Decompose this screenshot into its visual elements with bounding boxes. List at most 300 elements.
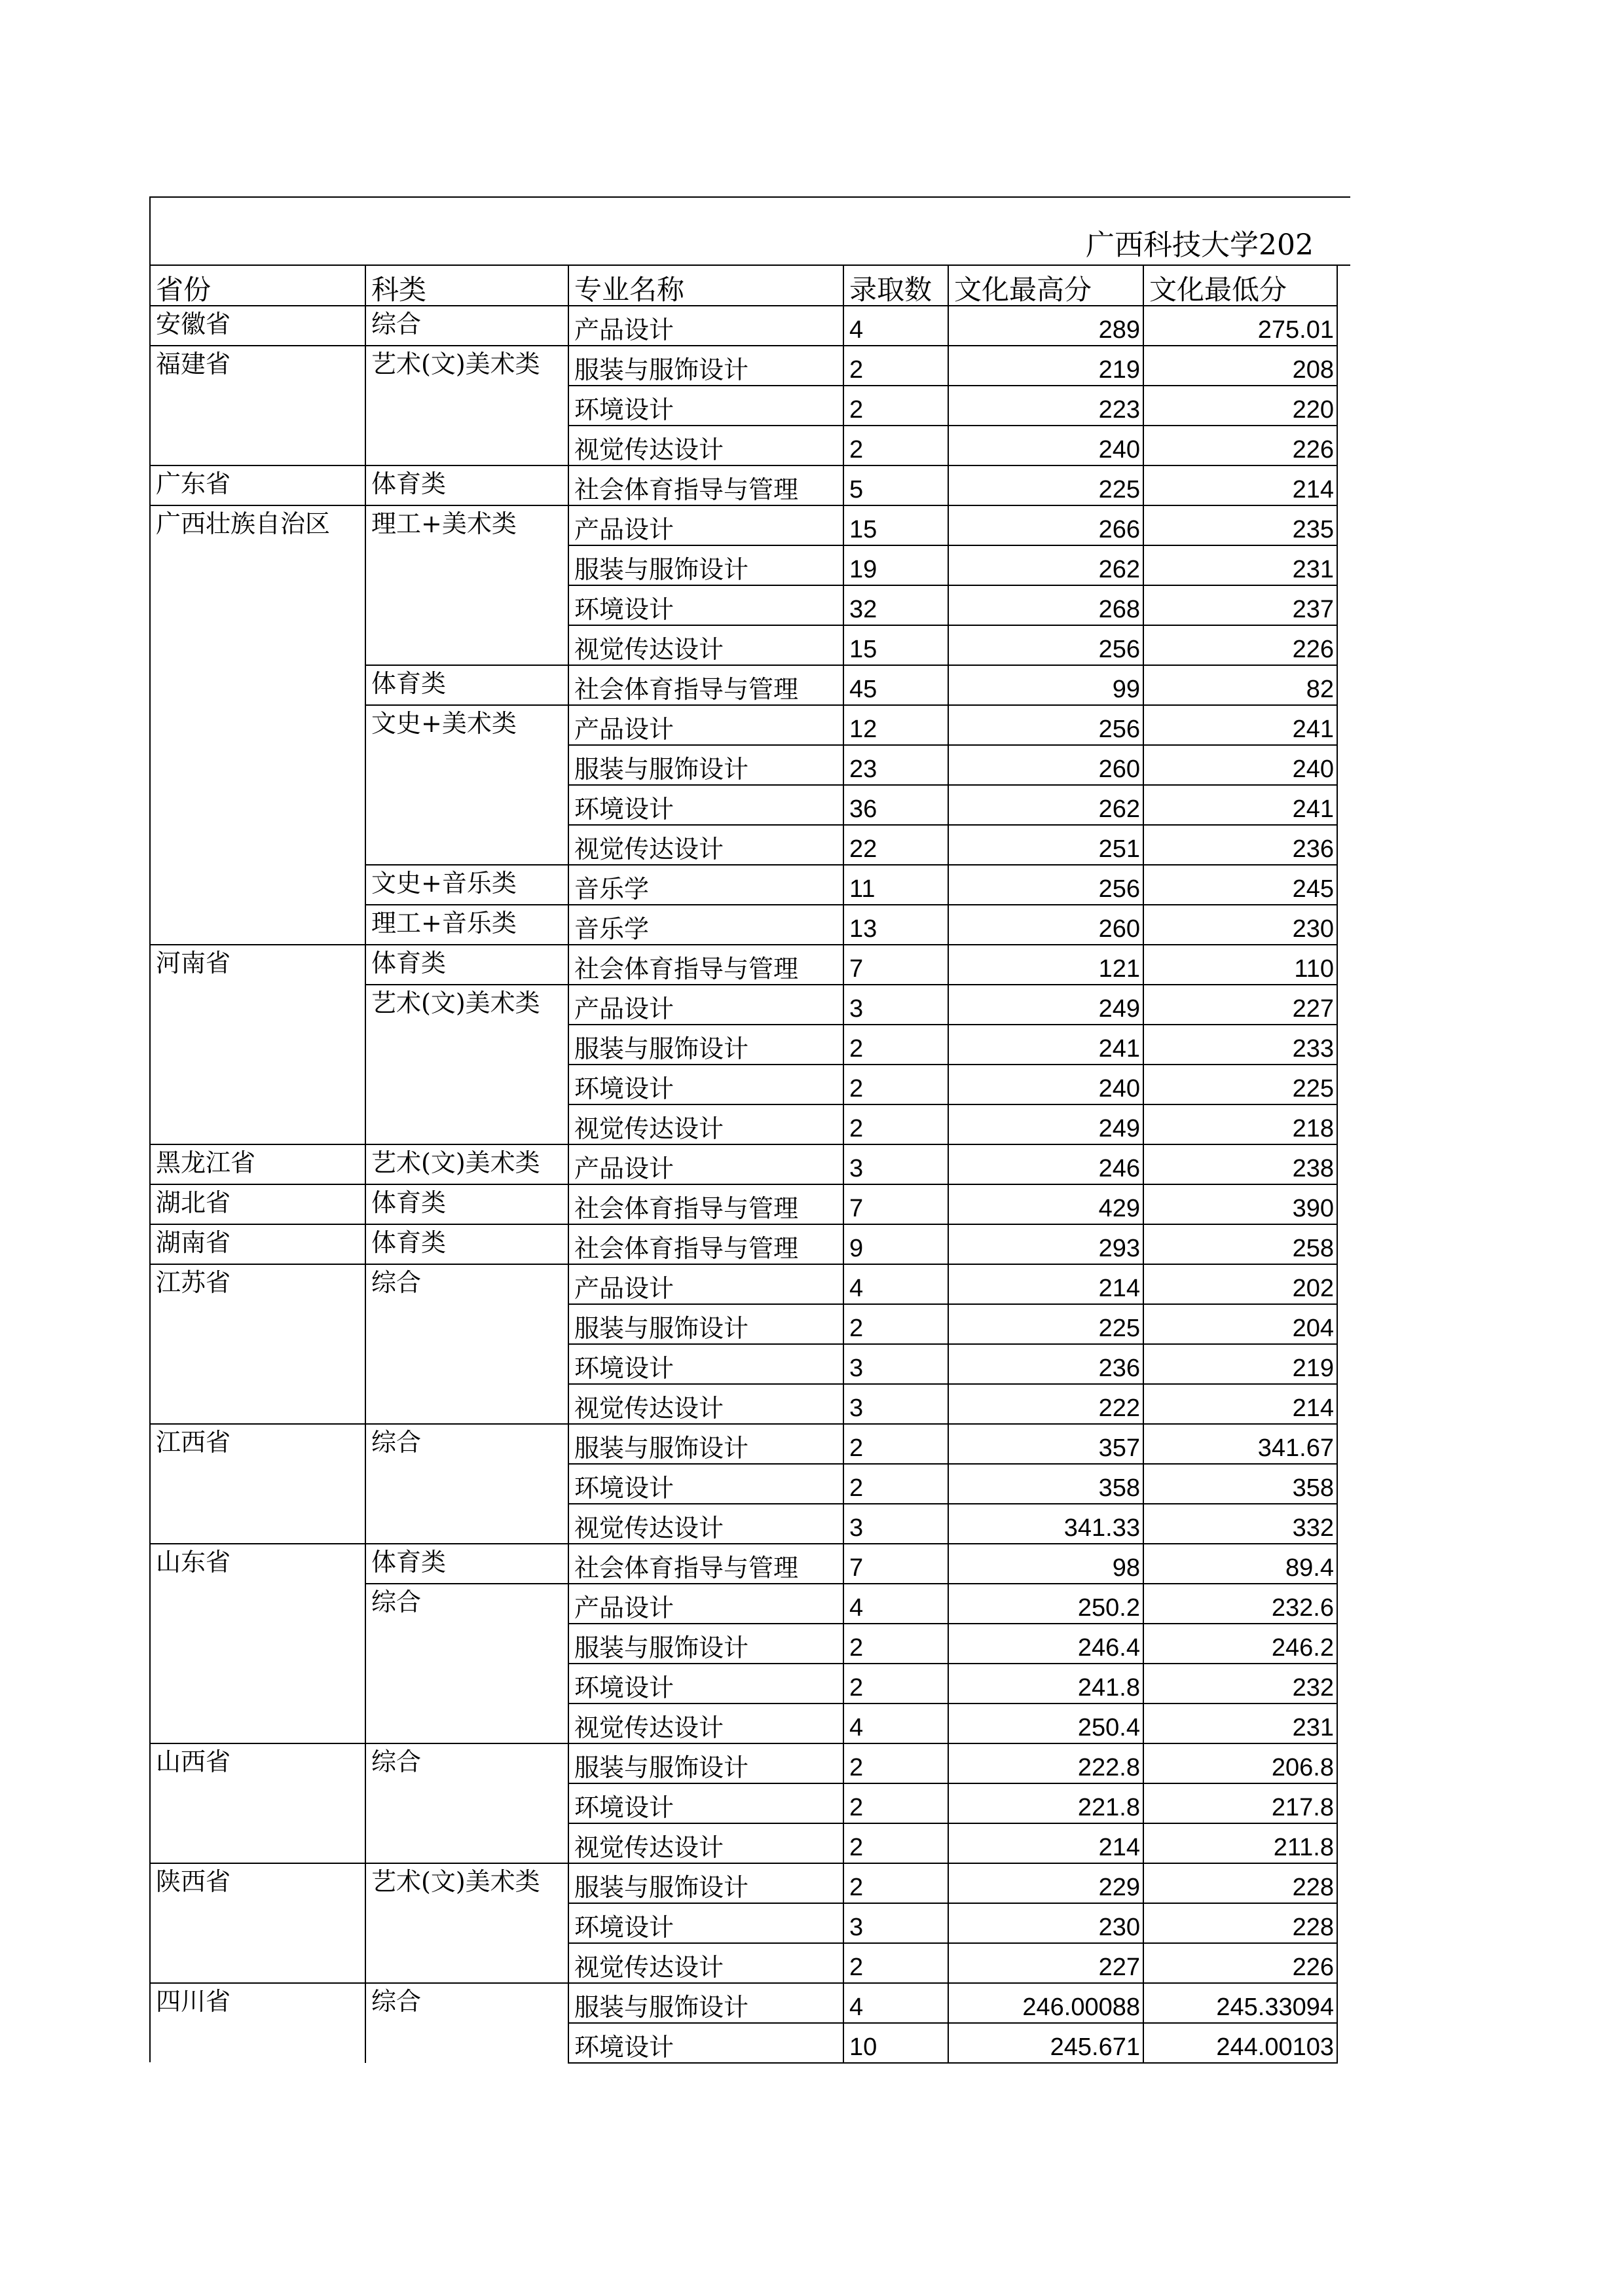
- cell-category: [365, 1464, 568, 1504]
- cell-min-score: 214: [1143, 465, 1337, 505]
- cell-enrolled: 2: [843, 1743, 948, 1783]
- table-row: [151, 1704, 1337, 1743]
- cell-province: [151, 1823, 365, 1863]
- table-row: [151, 1624, 1337, 1664]
- cell-province: [151, 745, 365, 785]
- table-row: [151, 426, 1337, 465]
- cell-min-score: 390: [1143, 1184, 1337, 1224]
- cell-max-score: 214: [948, 1264, 1143, 1304]
- cell-enrolled: 2: [843, 426, 948, 465]
- cell-major: 社会体育指导与管理: [568, 945, 843, 985]
- table-row: [151, 1304, 1337, 1344]
- cell-min-score: 232: [1143, 1664, 1337, 1704]
- cell-min-score: 110: [1143, 945, 1337, 985]
- table-row: [151, 985, 1337, 1025]
- table-row: [151, 2023, 1337, 2063]
- cell-max-score: 249: [948, 985, 1143, 1025]
- cell-major: 产品设计: [568, 1584, 843, 1624]
- cell-major: 视觉传达设计: [568, 1504, 843, 1544]
- cell-province: 河南省: [151, 945, 365, 985]
- cell-max-score: 240: [948, 1065, 1143, 1104]
- cell-min-score: 358: [1143, 1464, 1337, 1504]
- cell-max-score: 225: [948, 465, 1143, 505]
- table-row: [151, 905, 1337, 945]
- cell-category: 综合: [365, 306, 568, 346]
- cell-major: 社会体育指导与管理: [568, 465, 843, 505]
- cell-category: [365, 625, 568, 665]
- cell-province: [151, 1464, 365, 1504]
- cell-enrolled: 7: [843, 1544, 948, 1584]
- cell-category: [365, 1823, 568, 1863]
- table-row: [151, 745, 1337, 785]
- cell-major: 音乐学: [568, 905, 843, 945]
- cell-max-score: 219: [948, 346, 1143, 386]
- cell-enrolled: 23: [843, 745, 948, 785]
- cell-min-score: 236: [1143, 825, 1337, 865]
- cell-category: [365, 785, 568, 825]
- cell-min-score: 227: [1143, 985, 1337, 1025]
- cell-min-score: 246.2: [1143, 1624, 1337, 1664]
- header-row: [151, 266, 1337, 306]
- table-row: [151, 1224, 1337, 1264]
- cell-min-score: 220: [1143, 386, 1337, 426]
- table-row: [151, 1144, 1337, 1184]
- cell-enrolled: 2: [843, 386, 948, 426]
- cell-max-score: 221.8: [948, 1783, 1143, 1823]
- cell-max-score: 223: [948, 386, 1143, 426]
- cell-category: 艺术(文)美术类: [365, 1863, 568, 1903]
- cell-major: 环境设计: [568, 1664, 843, 1704]
- table-row: [151, 1184, 1337, 1224]
- cell-category: [365, 1624, 568, 1664]
- cell-min-score: 258: [1143, 1224, 1337, 1264]
- cell-category: [365, 1504, 568, 1544]
- cell-max-score: 251: [948, 825, 1143, 865]
- cell-max-score: 262: [948, 785, 1143, 825]
- cell-category: [365, 825, 568, 865]
- cell-major: 服装与服饰设计: [568, 745, 843, 785]
- cell-enrolled: 19: [843, 545, 948, 585]
- cell-category: 艺术(文)美术类: [365, 985, 568, 1025]
- cell-major: 环境设计: [568, 2023, 843, 2063]
- table-row: [151, 306, 1337, 346]
- cell-category: 综合: [365, 1743, 568, 1783]
- cell-major: 环境设计: [568, 785, 843, 825]
- cell-enrolled: 3: [843, 1504, 948, 1544]
- cell-province: 湖南省: [151, 1224, 365, 1264]
- cell-category: [365, 1903, 568, 1943]
- cell-category: [365, 1704, 568, 1743]
- cell-max-score: 268: [948, 585, 1143, 625]
- cell-province: [151, 1344, 365, 1384]
- cell-major: 视觉传达设计: [568, 825, 843, 865]
- cell-enrolled: 2: [843, 346, 948, 386]
- cell-category: 体育类: [365, 1224, 568, 1264]
- cell-category: 综合: [365, 1264, 568, 1304]
- cell-min-score: 226: [1143, 1943, 1337, 1983]
- cell-enrolled: 3: [843, 985, 948, 1025]
- cell-max-score: 121: [948, 945, 1143, 985]
- header-enrolled: 录取数: [843, 266, 948, 306]
- cell-max-score: 256: [948, 625, 1143, 665]
- cell-min-score: 241: [1143, 785, 1337, 825]
- cell-enrolled: 3: [843, 1903, 948, 1943]
- cell-major: 产品设计: [568, 1264, 843, 1304]
- cell-province: [151, 1104, 365, 1144]
- cell-province: [151, 785, 365, 825]
- cell-enrolled: 36: [843, 785, 948, 825]
- table-row: [151, 1344, 1337, 1384]
- cell-province: 广西壮族自治区: [151, 505, 365, 545]
- cell-province: 湖北省: [151, 1184, 365, 1224]
- cell-category: 综合: [365, 1584, 568, 1624]
- cell-max-score: 429: [948, 1184, 1143, 1224]
- cell-major: 视觉传达设计: [568, 1384, 843, 1424]
- cell-province: [151, 1783, 365, 1823]
- cell-max-score: 230: [948, 1903, 1143, 1943]
- cell-min-score: 228: [1143, 1863, 1337, 1903]
- table-row: [151, 705, 1337, 745]
- cell-min-score: 245.33094: [1143, 1983, 1337, 2023]
- cell-enrolled: 4: [843, 306, 948, 346]
- cell-min-score: 231: [1143, 545, 1337, 585]
- cell-province: [151, 1664, 365, 1704]
- cell-min-score: 82: [1143, 665, 1337, 705]
- table-row: [151, 1823, 1337, 1863]
- cell-major: 视觉传达设计: [568, 1823, 843, 1863]
- cell-province: [151, 1704, 365, 1743]
- cell-enrolled: 7: [843, 945, 948, 985]
- cell-enrolled: 2: [843, 1783, 948, 1823]
- cell-province: 安徽省: [151, 306, 365, 346]
- cell-province: [151, 1065, 365, 1104]
- cell-max-score: 266: [948, 505, 1143, 545]
- cell-min-score: 211.8: [1143, 1823, 1337, 1863]
- cell-max-score: 256: [948, 705, 1143, 745]
- cell-category: 综合: [365, 1424, 568, 1464]
- cell-major: 服装与服饰设计: [568, 1743, 843, 1783]
- cell-province: [151, 825, 365, 865]
- header-category: 科类: [365, 266, 568, 306]
- cell-province: [151, 2023, 365, 2063]
- cell-min-score: 204: [1143, 1304, 1337, 1344]
- cell-province: [151, 705, 365, 745]
- cell-category: [365, 386, 568, 426]
- cell-max-score: 246.4: [948, 1624, 1143, 1664]
- cell-province: [151, 1384, 365, 1424]
- cell-major: 服装与服饰设计: [568, 1863, 843, 1903]
- table-row: [151, 1504, 1337, 1544]
- cell-category: [365, 426, 568, 465]
- cell-max-score: 260: [948, 745, 1143, 785]
- cell-min-score: 241: [1143, 705, 1337, 745]
- table-row: [151, 1025, 1337, 1065]
- cell-min-score: 230: [1143, 905, 1337, 945]
- cell-max-score: 250.2: [948, 1584, 1143, 1624]
- header-min-score: 文化最低分: [1143, 266, 1337, 306]
- cell-province: 四川省: [151, 1983, 365, 2023]
- table-row: [151, 1863, 1337, 1903]
- cell-min-score: 228: [1143, 1903, 1337, 1943]
- cell-province: 黑龙江省: [151, 1144, 365, 1184]
- cell-enrolled: 4: [843, 1704, 948, 1743]
- cell-max-score: 245.671: [948, 2023, 1143, 2063]
- cell-enrolled: 10: [843, 2023, 948, 2063]
- cell-category: [365, 745, 568, 785]
- table-row: [151, 465, 1337, 505]
- cell-province: [151, 665, 365, 705]
- header-max-score: 文化最高分: [948, 266, 1143, 306]
- table-row: [151, 386, 1337, 426]
- table-row: [151, 1783, 1337, 1823]
- cell-enrolled: 2: [843, 1025, 948, 1065]
- cell-enrolled: 2: [843, 1304, 948, 1344]
- cell-major: 服装与服饰设计: [568, 1304, 843, 1344]
- cell-max-score: 222: [948, 1384, 1143, 1424]
- cell-major: 产品设计: [568, 985, 843, 1025]
- cell-category: [365, 2023, 568, 2063]
- table-row: [151, 1983, 1337, 2023]
- cell-enrolled: 2: [843, 1664, 948, 1704]
- cell-max-score: 225: [948, 1304, 1143, 1344]
- cell-major: 产品设计: [568, 705, 843, 745]
- cell-category: 文史+音乐类: [365, 865, 568, 905]
- cell-major: 服装与服饰设计: [568, 1424, 843, 1464]
- cell-major: 环境设计: [568, 1783, 843, 1823]
- table-row: [151, 1065, 1337, 1104]
- cell-category: 艺术(文)美术类: [365, 346, 568, 386]
- cell-major: 视觉传达设计: [568, 1704, 843, 1743]
- table-row: [151, 1743, 1337, 1783]
- cell-max-score: 229: [948, 1863, 1143, 1903]
- table-row: [151, 1424, 1337, 1464]
- cell-major: 环境设计: [568, 1065, 843, 1104]
- cell-province: [151, 1903, 365, 1943]
- cell-province: [151, 426, 365, 465]
- cell-province: [151, 865, 365, 905]
- cell-enrolled: 2: [843, 1065, 948, 1104]
- cell-category: [365, 1025, 568, 1065]
- cell-category: [365, 1384, 568, 1424]
- cell-enrolled: 9: [843, 1224, 948, 1264]
- cell-min-score: 225: [1143, 1065, 1337, 1104]
- table-row: [151, 1264, 1337, 1304]
- cell-enrolled: 2: [843, 1424, 948, 1464]
- cell-province: 江西省: [151, 1424, 365, 1464]
- cell-max-score: 222.8: [948, 1743, 1143, 1783]
- cell-min-score: 89.4: [1143, 1544, 1337, 1584]
- cell-province: [151, 1304, 365, 1344]
- cell-major: 视觉传达设计: [568, 625, 843, 665]
- cell-max-score: 241: [948, 1025, 1143, 1065]
- cell-max-score: 260: [948, 905, 1143, 945]
- cell-max-score: 246: [948, 1144, 1143, 1184]
- cell-province: 江苏省: [151, 1264, 365, 1304]
- cell-major: 服装与服饰设计: [568, 545, 843, 585]
- sheet-title: 广西科技大学202: [1086, 228, 1314, 262]
- cell-enrolled: 3: [843, 1344, 948, 1384]
- cell-category: 文史+美术类: [365, 705, 568, 745]
- cell-province: [151, 545, 365, 585]
- cell-min-score: 332: [1143, 1504, 1337, 1544]
- cell-major: 服装与服饰设计: [568, 346, 843, 386]
- table-row: [151, 665, 1337, 705]
- cell-min-score: 217.8: [1143, 1783, 1337, 1823]
- cell-province: [151, 1624, 365, 1664]
- table-row: [151, 1584, 1337, 1624]
- cell-category: 体育类: [365, 1184, 568, 1224]
- cell-enrolled: 5: [843, 465, 948, 505]
- spreadsheet: [149, 196, 1350, 2062]
- cell-min-score: 240: [1143, 745, 1337, 785]
- cell-min-score: 231: [1143, 1704, 1337, 1743]
- cell-category: [365, 1065, 568, 1104]
- table-row: [151, 346, 1337, 386]
- cell-province: [151, 1025, 365, 1065]
- cell-category: 体育类: [365, 665, 568, 705]
- cell-min-score: 208: [1143, 346, 1337, 386]
- cell-min-score: 244.00103: [1143, 2023, 1337, 2063]
- table-row: [151, 625, 1337, 665]
- cell-max-score: 357: [948, 1424, 1143, 1464]
- cell-min-score: 214: [1143, 1384, 1337, 1424]
- cell-max-score: 246.00088: [948, 1983, 1143, 2023]
- cell-category: 体育类: [365, 1544, 568, 1584]
- cell-min-score: 232.6: [1143, 1584, 1337, 1624]
- cell-enrolled: 45: [843, 665, 948, 705]
- cell-province: 山东省: [151, 1544, 365, 1584]
- cell-province: [151, 905, 365, 945]
- table-row: [151, 1903, 1337, 1943]
- cell-category: 理工+美术类: [365, 505, 568, 545]
- cell-min-score: 238: [1143, 1144, 1337, 1184]
- cell-major: 产品设计: [568, 306, 843, 346]
- cell-max-score: 227: [948, 1943, 1143, 1983]
- cell-province: [151, 1943, 365, 1983]
- table-row: [151, 1664, 1337, 1704]
- cell-major: 服装与服饰设计: [568, 1624, 843, 1664]
- table-row: [151, 1464, 1337, 1504]
- cell-max-score: 341.33: [948, 1504, 1143, 1544]
- cell-enrolled: 4: [843, 1584, 948, 1624]
- cell-enrolled: 2: [843, 1943, 948, 1983]
- cell-major: 视觉传达设计: [568, 426, 843, 465]
- cell-enrolled: 7: [843, 1184, 948, 1224]
- cell-min-score: 206.8: [1143, 1743, 1337, 1783]
- cell-min-score: 275.01: [1143, 306, 1337, 346]
- cell-enrolled: 13: [843, 905, 948, 945]
- cell-province: 陕西省: [151, 1863, 365, 1903]
- table-row: [151, 785, 1337, 825]
- cell-category: 理工+音乐类: [365, 905, 568, 945]
- cell-category: 体育类: [365, 465, 568, 505]
- cell-category: [365, 1664, 568, 1704]
- cell-major: 社会体育指导与管理: [568, 1184, 843, 1224]
- cell-enrolled: 3: [843, 1144, 948, 1184]
- header-major: 专业名称: [568, 266, 843, 306]
- cell-major: 环境设计: [568, 1903, 843, 1943]
- cell-enrolled: 2: [843, 1624, 948, 1664]
- table-row: [151, 1943, 1337, 1983]
- cell-major: 服装与服饰设计: [568, 1025, 843, 1065]
- cell-enrolled: 2: [843, 1863, 948, 1903]
- cell-enrolled: 15: [843, 625, 948, 665]
- cell-min-score: 226: [1143, 625, 1337, 665]
- cell-min-score: 235: [1143, 505, 1337, 545]
- cell-major: 产品设计: [568, 505, 843, 545]
- cell-major: 社会体育指导与管理: [568, 1224, 843, 1264]
- cell-category: [365, 1304, 568, 1344]
- cell-category: [365, 1344, 568, 1384]
- cell-major: 社会体育指导与管理: [568, 1544, 843, 1584]
- cell-max-score: 236: [948, 1344, 1143, 1384]
- cell-enrolled: 12: [843, 705, 948, 745]
- cell-enrolled: 3: [843, 1384, 948, 1424]
- cell-max-score: 241.8: [948, 1664, 1143, 1704]
- cell-category: 艺术(文)美术类: [365, 1144, 568, 1184]
- admission-table: [151, 266, 1338, 2064]
- cell-category: [365, 545, 568, 585]
- cell-province: [151, 1584, 365, 1624]
- cell-max-score: 240: [948, 426, 1143, 465]
- cell-enrolled: 4: [843, 1983, 948, 2023]
- table-row: [151, 945, 1337, 985]
- cell-max-score: 358: [948, 1464, 1143, 1504]
- cell-major: 视觉传达设计: [568, 1943, 843, 1983]
- cell-min-score: 245: [1143, 865, 1337, 905]
- cell-category: [365, 1783, 568, 1823]
- cell-enrolled: 22: [843, 825, 948, 865]
- cell-category: [365, 585, 568, 625]
- cell-enrolled: 2: [843, 1823, 948, 1863]
- cell-max-score: 289: [948, 306, 1143, 346]
- cell-min-score: 218: [1143, 1104, 1337, 1144]
- cell-min-score: 202: [1143, 1264, 1337, 1304]
- cell-major: 产品设计: [568, 1144, 843, 1184]
- table-row: [151, 865, 1337, 905]
- cell-province: [151, 985, 365, 1025]
- cell-province: [151, 585, 365, 625]
- cell-min-score: 233: [1143, 1025, 1337, 1065]
- cell-enrolled: 11: [843, 865, 948, 905]
- cell-max-score: 293: [948, 1224, 1143, 1264]
- cell-province: 福建省: [151, 346, 365, 386]
- cell-max-score: 98: [948, 1544, 1143, 1584]
- cell-major: 环境设计: [568, 585, 843, 625]
- cell-province: 广东省: [151, 465, 365, 505]
- header-province: 省份: [151, 266, 365, 306]
- table-row: [151, 545, 1337, 585]
- cell-province: [151, 1504, 365, 1544]
- cell-enrolled: 32: [843, 585, 948, 625]
- cell-max-score: 256: [948, 865, 1143, 905]
- cell-major: 服装与服饰设计: [568, 1983, 843, 2023]
- cell-max-score: 262: [948, 545, 1143, 585]
- cell-major: 环境设计: [568, 1344, 843, 1384]
- cell-enrolled: 2: [843, 1464, 948, 1504]
- cell-province: [151, 625, 365, 665]
- cell-category: 体育类: [365, 945, 568, 985]
- cell-major: 环境设计: [568, 386, 843, 426]
- cell-major: 视觉传达设计: [568, 1104, 843, 1144]
- cell-enrolled: 15: [843, 505, 948, 545]
- cell-min-score: 219: [1143, 1344, 1337, 1384]
- cell-max-score: 214: [948, 1823, 1143, 1863]
- table-row: [151, 505, 1337, 545]
- table-row: [151, 1544, 1337, 1584]
- cell-max-score: 250.4: [948, 1704, 1143, 1743]
- table-row: [151, 825, 1337, 865]
